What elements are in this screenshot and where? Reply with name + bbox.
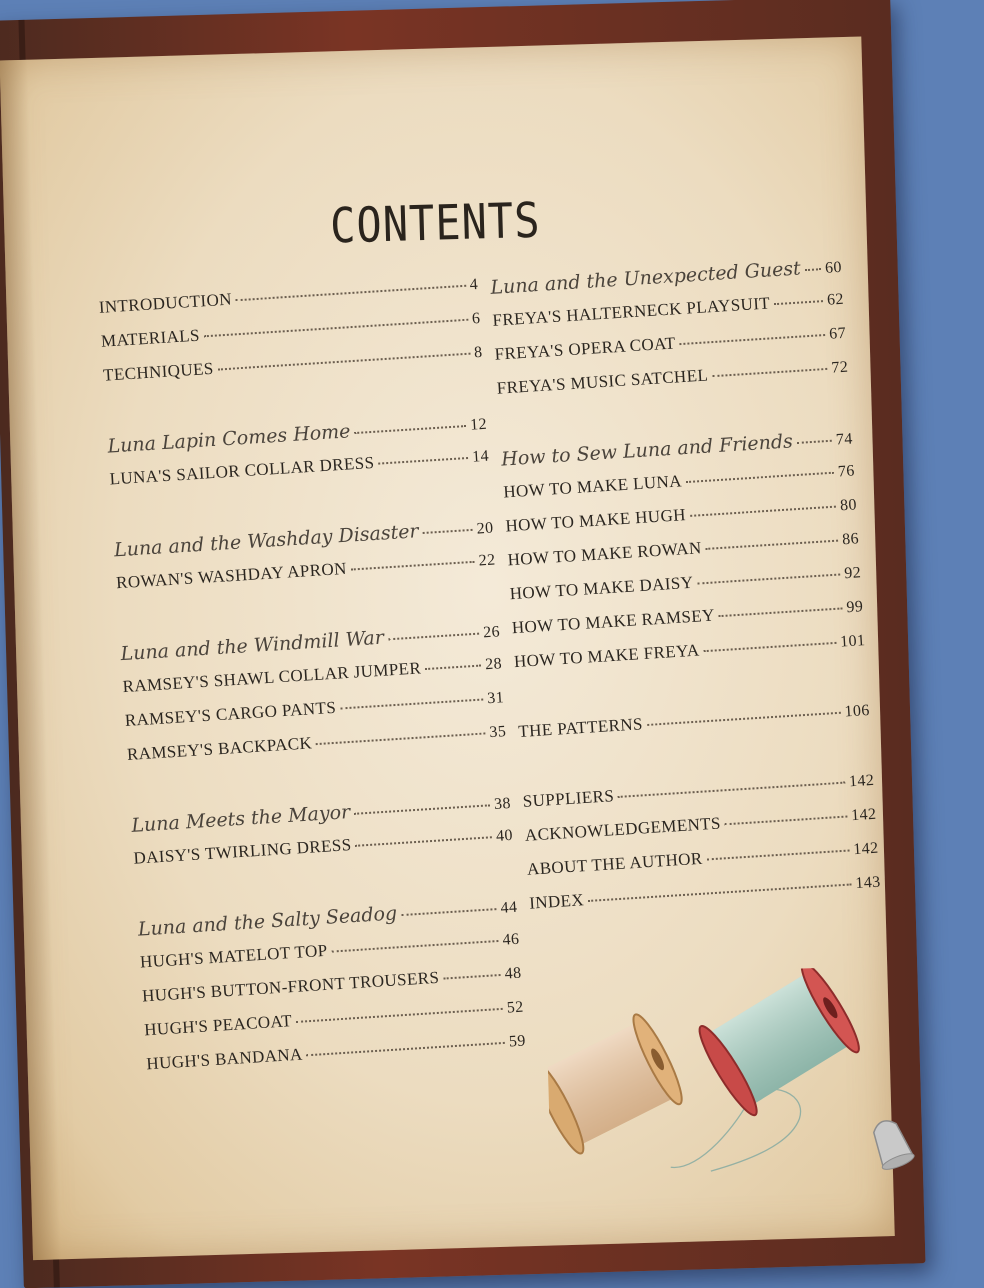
toc-entry-label: Luna Meets the Mayor [130,801,351,837]
toc-page-number: 52 [506,998,525,1017]
toc-entry-label: Luna and the Unexpected Guest [489,257,802,299]
toc-entry-label: Luna and the Windmill War [119,626,385,666]
toc-page-number: 76 [837,462,856,481]
toc-page-number: 80 [839,496,858,515]
toc-column-right [490,255,882,928]
dot-leader [425,665,481,671]
toc-entry-label: RAMSEY'S CARGO PANTS [124,697,337,731]
toc-page-number: 72 [830,358,849,377]
toc-page-number: 106 [844,701,871,721]
toc-entry-label: HOW TO MAKE HUGH [504,505,687,536]
toc-page-number: 142 [852,839,879,859]
toc-page-number: 62 [826,290,845,309]
toc-page-number: 67 [828,324,847,343]
toc-page-number: 31 [486,689,505,708]
toc-entry-label: FREYA'S OPERA COAT [494,333,677,364]
toc-page-number: 8 [473,343,483,362]
toc-page-number: 99 [845,598,864,617]
dot-leader [388,633,480,641]
toc-entry-label: FREYA'S HALTERNECK PLAYSUIT [491,293,771,330]
toc-entry-label: ACKNOWLEDGEMENTS [524,813,722,845]
mint-thread-spool-icon [692,965,866,1120]
toc-page-number: 142 [850,805,877,825]
dot-leader [307,1042,505,1056]
toc-entry-label: THE PATTERNS [517,714,644,742]
thimble-icon [867,1115,916,1172]
toc-entry-label: HOW TO MAKE RAMSEY [511,605,716,638]
toc-entry-label: HUGH'S BUTTON-FRONT TROUSERS [141,967,440,1006]
dot-leader [296,1008,503,1023]
toc-entry-label: TECHNIQUES [102,358,215,385]
toc-entry-label: RAMSEY'S SHAWL COLLAR JUMPER [122,658,422,697]
dot-leader [725,816,847,826]
dot-leader [719,607,843,617]
dot-leader [316,732,486,745]
toc-entry-label: Luna Lapin Comes Home [106,420,352,458]
toc-column-left [98,274,527,1088]
dot-leader [647,712,841,726]
toc-page-number: 44 [500,898,518,917]
dot-leader [443,974,501,980]
sewing-decoration [545,965,931,1206]
contents-page [0,36,895,1260]
toc-page-number: 6 [471,309,481,328]
cream-thread-spool-icon [545,1010,689,1158]
dot-leader [680,334,826,345]
dot-leader [690,506,836,517]
page-title: CONTENTS [329,191,542,255]
dot-leader [354,425,466,434]
dot-leader [707,850,850,861]
dot-leader [712,368,827,377]
toc-page-number: 86 [841,530,860,549]
dot-leader [797,440,832,444]
dot-leader [686,472,834,483]
toc-page-number: 35 [488,723,507,742]
dot-leader [697,574,840,585]
toc-page-number: 46 [502,930,520,949]
dot-leader [351,561,475,571]
toc-entry-label: HOW TO MAKE ROWAN [507,538,703,570]
toc-entry-label: INDEX [528,890,585,913]
toc-entry-label: FREYA'S MUSIC SATCHEL [496,365,709,398]
toc-entry-label: Luna and the Salty Seadog [137,902,398,941]
toc-page-number: 60 [824,258,843,277]
toc-page-number: 59 [508,1032,527,1051]
dot-leader [423,529,473,534]
dot-leader [356,836,493,847]
toc-entry-label: LUNA'S SAILOR COLLAR DRESS [109,452,375,489]
dot-leader [340,698,483,709]
toc-entry-label: HUGH'S BANDANA [145,1044,304,1074]
toc-entry-label: RAMSEY'S BACKPACK [126,733,313,764]
toc-entry-label: MATERIALS [100,325,201,351]
toc-page-number: 26 [482,623,501,642]
dot-leader [378,457,468,465]
dot-leader [236,285,466,301]
dot-leader [218,353,471,371]
toc-page-number: 74 [835,430,854,449]
dot-leader [332,940,499,953]
toc-entry-label: HOW TO MAKE FREYA [513,640,701,672]
toc-page-number: 92 [843,564,862,583]
toc-page-number: 101 [839,632,866,651]
dot-leader [401,908,497,916]
dot-leader [774,300,823,305]
toc-entry-label: HOW TO MAKE DAISY [509,572,694,604]
toc-entry-label: How to Sew Luna and Friends [500,430,794,471]
toc-entry-label: ABOUT THE AUTHOR [526,848,704,879]
toc-page-number: 142 [848,771,875,791]
toc-page-number: 40 [495,826,514,845]
toc-page-number: 22 [478,551,497,570]
toc-entry-label: HOW TO MAKE LUNA [502,471,683,502]
toc-entry-label: Luna and the Washday Disaster [113,520,420,562]
toc-page-number: 143 [854,873,882,893]
toc-page-number: 48 [504,964,523,983]
toc-page-number: 38 [493,794,512,814]
toc-entry-label: HUGH'S PEACOAT [143,1011,293,1040]
toc-entry-label: DAISY'S TWIRLING DRESS [132,835,353,868]
toc-page-number: 12 [469,415,488,434]
toc-entry-label: HUGH'S MATELOT TOP [139,940,329,972]
dot-leader [703,642,836,652]
dot-leader [706,540,839,550]
toc-page-number: 28 [484,655,503,674]
dot-leader [618,782,845,798]
toc-entry-label: SUPPLIERS [522,786,615,811]
toc-entry-label: ROWAN'S WASHDAY APRON [115,558,348,593]
toc-entry-label: INTRODUCTION [98,289,233,317]
toc-page-number: 20 [476,519,495,538]
dot-leader [354,804,490,815]
dot-leader [805,268,822,271]
toc-page-number: 14 [471,447,490,466]
toc-page-number: 4 [469,276,479,294]
